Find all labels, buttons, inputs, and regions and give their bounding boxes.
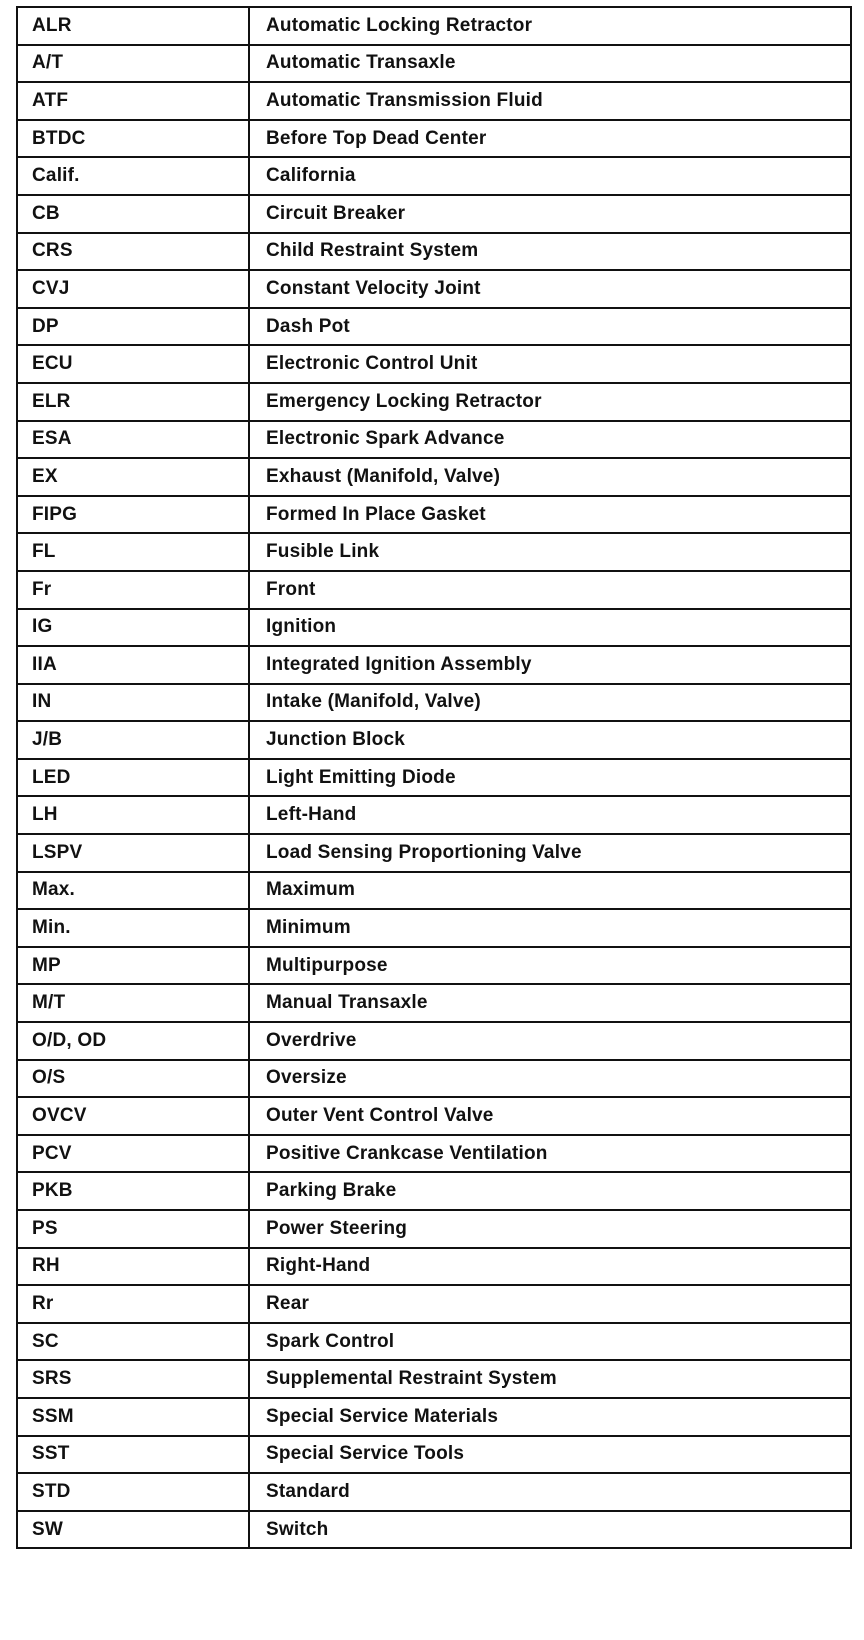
meaning-cell: Minimum: [249, 909, 851, 947]
table-row: [17, 1285, 851, 1323]
meaning-cell: Light Emitting Diode: [249, 759, 851, 797]
abbreviation-cell: FL: [17, 533, 249, 571]
table-row: [17, 1172, 851, 1210]
meaning-cell: Overdrive: [249, 1022, 851, 1060]
abbreviation-cell: O/D, OD: [17, 1022, 249, 1060]
meaning-cell: Spark Control: [249, 1323, 851, 1361]
table-row: [17, 7, 851, 45]
table-row: [17, 1511, 851, 1549]
table-row: [17, 383, 851, 421]
meaning-cell: Positive Crankcase Ventilation: [249, 1135, 851, 1173]
meaning-cell: Formed In Place Gasket: [249, 496, 851, 534]
table-row: [17, 1436, 851, 1474]
table-row: [17, 458, 851, 496]
meaning-cell: Power Steering: [249, 1210, 851, 1248]
abbreviation-cell: SSM: [17, 1398, 249, 1436]
table-row: [17, 834, 851, 872]
abbreviation-table: [16, 6, 852, 1549]
abbreviation-cell: ELR: [17, 383, 249, 421]
table-row: [17, 157, 851, 195]
abbreviation-cell: J/B: [17, 721, 249, 759]
table-row: [17, 571, 851, 609]
abbreviation-cell: Min.: [17, 909, 249, 947]
meaning-cell: Before Top Dead Center: [249, 120, 851, 158]
abbreviation-cell: CRS: [17, 233, 249, 271]
meaning-cell: Emergency Locking Retractor: [249, 383, 851, 421]
abbreviation-cell: A/T: [17, 45, 249, 83]
abbreviation-cell: SRS: [17, 1360, 249, 1398]
meaning-cell: Multipurpose: [249, 947, 851, 985]
table-row: [17, 1323, 851, 1361]
meaning-cell: Oversize: [249, 1060, 851, 1098]
abbreviation-cell: OVCV: [17, 1097, 249, 1135]
table-row: [17, 721, 851, 759]
table-row: [17, 496, 851, 534]
abbreviation-cell: SC: [17, 1323, 249, 1361]
abbreviation-cell: Max.: [17, 872, 249, 910]
meaning-cell: Left-Hand: [249, 796, 851, 834]
meaning-cell: Parking Brake: [249, 1172, 851, 1210]
table-row: [17, 984, 851, 1022]
meaning-cell: Special Service Materials: [249, 1398, 851, 1436]
abbreviation-cell: IN: [17, 684, 249, 722]
abbreviation-cell: MP: [17, 947, 249, 985]
abbreviation-cell: BTDC: [17, 120, 249, 158]
meaning-cell: Manual Transaxle: [249, 984, 851, 1022]
meaning-cell: Child Restraint System: [249, 233, 851, 271]
meaning-cell: Load Sensing Proportioning Valve: [249, 834, 851, 872]
meaning-cell: Fusible Link: [249, 533, 851, 571]
table-row: [17, 609, 851, 647]
abbreviation-cell: LSPV: [17, 834, 249, 872]
meaning-cell: Intake (Manifold, Valve): [249, 684, 851, 722]
table-row: [17, 308, 851, 346]
table-row: [17, 82, 851, 120]
abbreviation-cell: O/S: [17, 1060, 249, 1098]
table-row: [17, 195, 851, 233]
table-row: [17, 1210, 851, 1248]
abbreviation-cell: LED: [17, 759, 249, 797]
table-row: [17, 270, 851, 308]
meaning-cell: Right-Hand: [249, 1248, 851, 1286]
table-row: [17, 1473, 851, 1511]
abbreviation-cell: CVJ: [17, 270, 249, 308]
table-row: [17, 909, 851, 947]
abbreviation-cell: DP: [17, 308, 249, 346]
table-row: [17, 1248, 851, 1286]
meaning-cell: Supplemental Restraint System: [249, 1360, 851, 1398]
abbreviation-cell: IG: [17, 609, 249, 647]
abbreviation-cell: PS: [17, 1210, 249, 1248]
meaning-cell: Constant Velocity Joint: [249, 270, 851, 308]
meaning-cell: Outer Vent Control Valve: [249, 1097, 851, 1135]
meaning-cell: Maximum: [249, 872, 851, 910]
abbreviation-cell: EX: [17, 458, 249, 496]
meaning-cell: Automatic Transaxle: [249, 45, 851, 83]
abbreviation-table-container: [16, 6, 852, 1549]
table-row: [17, 1135, 851, 1173]
abbreviation-cell: ATF: [17, 82, 249, 120]
abbreviation-cell: Calif.: [17, 157, 249, 195]
meaning-cell: Ignition: [249, 609, 851, 647]
table-row: [17, 947, 851, 985]
table-row: [17, 533, 851, 571]
table-row: [17, 1398, 851, 1436]
table-row: [17, 1097, 851, 1135]
meaning-cell: Switch: [249, 1511, 851, 1549]
abbreviation-cell: Fr: [17, 571, 249, 609]
abbreviation-cell: LH: [17, 796, 249, 834]
abbreviation-cell: SST: [17, 1436, 249, 1474]
abbreviation-cell: SW: [17, 1511, 249, 1549]
abbreviation-cell: Rr: [17, 1285, 249, 1323]
table-row: [17, 759, 851, 797]
abbreviation-cell: ESA: [17, 421, 249, 459]
meaning-cell: Dash Pot: [249, 308, 851, 346]
meaning-cell: Electronic Control Unit: [249, 345, 851, 383]
meaning-cell: California: [249, 157, 851, 195]
meaning-cell: Integrated Ignition Assembly: [249, 646, 851, 684]
table-row: [17, 233, 851, 271]
meaning-cell: Circuit Breaker: [249, 195, 851, 233]
meaning-cell: Exhaust (Manifold, Valve): [249, 458, 851, 496]
table-row: [17, 796, 851, 834]
table-row: [17, 1060, 851, 1098]
abbreviation-cell: M/T: [17, 984, 249, 1022]
meaning-cell: Electronic Spark Advance: [249, 421, 851, 459]
abbreviation-cell: ECU: [17, 345, 249, 383]
meaning-cell: Junction Block: [249, 721, 851, 759]
abbreviation-cell: PKB: [17, 1172, 249, 1210]
meaning-cell: Rear: [249, 1285, 851, 1323]
meaning-cell: Front: [249, 571, 851, 609]
table-row: [17, 872, 851, 910]
meaning-cell: Special Service Tools: [249, 1436, 851, 1474]
table-row: [17, 45, 851, 83]
abbreviation-cell: STD: [17, 1473, 249, 1511]
abbreviation-cell: CB: [17, 195, 249, 233]
abbreviation-table-body: [17, 7, 851, 1548]
table-row: [17, 646, 851, 684]
abbreviation-cell: PCV: [17, 1135, 249, 1173]
abbreviation-cell: FIPG: [17, 496, 249, 534]
table-row: [17, 421, 851, 459]
table-row: [17, 684, 851, 722]
meaning-cell: Standard: [249, 1473, 851, 1511]
abbreviation-cell: ALR: [17, 7, 249, 45]
table-row: [17, 1360, 851, 1398]
table-row: [17, 345, 851, 383]
abbreviation-cell: IIA: [17, 646, 249, 684]
meaning-cell: Automatic Locking Retractor: [249, 7, 851, 45]
meaning-cell: Automatic Transmission Fluid: [249, 82, 851, 120]
table-row: [17, 120, 851, 158]
abbreviation-cell: RH: [17, 1248, 249, 1286]
table-row: [17, 1022, 851, 1060]
